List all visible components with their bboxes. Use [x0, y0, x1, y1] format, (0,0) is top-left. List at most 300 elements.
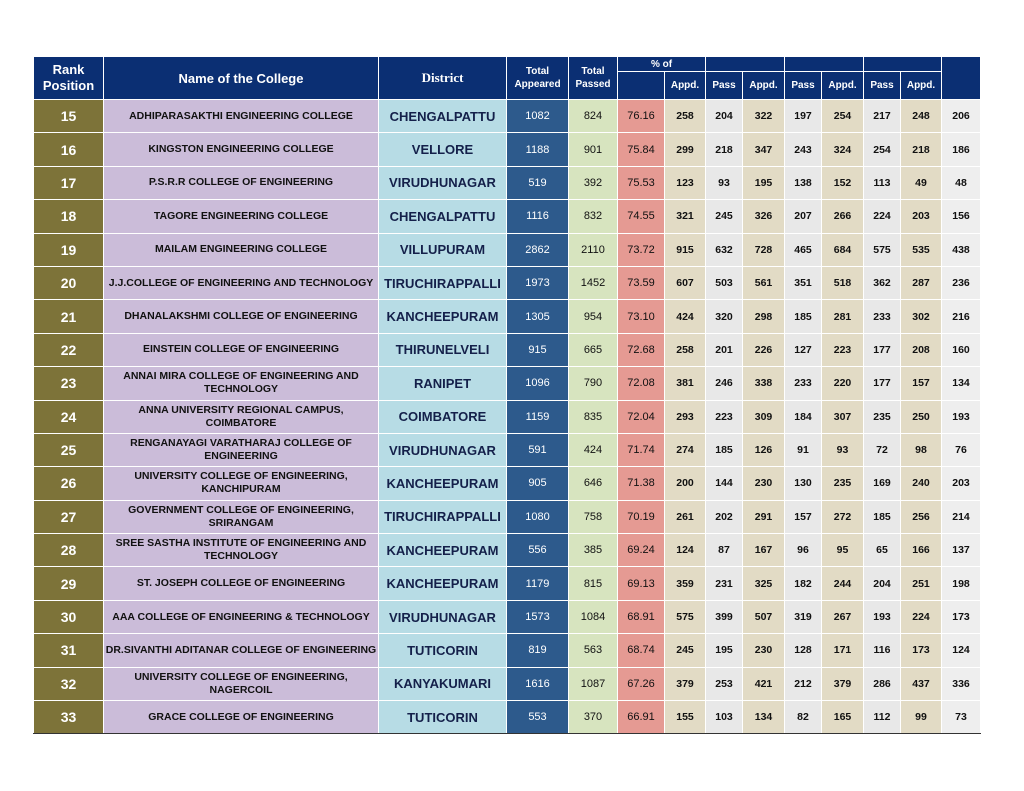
pass-count-cell: 93 — [706, 166, 743, 199]
appd-count-cell: 291 — [743, 500, 785, 533]
district-cell: TIRUCHIRAPPALLI — [379, 266, 507, 299]
pass-header: Pass — [785, 72, 822, 100]
total-passed-cell: 835 — [569, 400, 618, 433]
total-appeared-cell: 1305 — [507, 300, 569, 333]
table-row — [34, 467, 981, 500]
table-row — [34, 400, 981, 433]
appd-count-cell: 134 — [743, 701, 785, 734]
appd-count-cell: 281 — [822, 300, 864, 333]
pass-count-cell: 96 — [785, 534, 822, 567]
pass-count-cell: 362 — [864, 266, 901, 299]
appd-count-cell: 155 — [665, 701, 706, 734]
pass-count-cell: 202 — [706, 500, 743, 533]
last-count-cell: 216 — [942, 300, 981, 333]
appd-count-cell: 287 — [901, 266, 942, 299]
appd-count-cell: 152 — [822, 166, 864, 199]
last-count-cell: 193 — [942, 400, 981, 433]
rank-cell: 19 — [34, 233, 104, 266]
pass-count-cell: 224 — [864, 200, 901, 233]
pass-count-cell: 182 — [785, 567, 822, 600]
pass-count-cell: 144 — [706, 467, 743, 500]
college-name-cell: DHANALAKSHMI COLLEGE OF ENGINEERING — [104, 300, 379, 333]
pass-count-cell: 128 — [785, 634, 822, 667]
college-name-cell: ADHIPARASAKTHI ENGINEERING COLLEGE — [104, 100, 379, 133]
college-name-cell: ST. JOSEPH COLLEGE OF ENGINEERING — [104, 567, 379, 600]
appd-count-cell: 200 — [665, 467, 706, 500]
pass-count-cell: 185 — [706, 433, 743, 466]
appd-header: Appd. — [822, 72, 864, 100]
college-name-cell: AAA COLLEGE OF ENGINEERING & TECHNOLOGY — [104, 600, 379, 633]
appd-count-cell: 424 — [665, 300, 706, 333]
district-cell: VIRUDHUNAGAR — [379, 166, 507, 199]
appd-count-cell: 165 — [822, 701, 864, 734]
appd-count-cell: 258 — [665, 333, 706, 366]
pass-count-cell: 223 — [706, 400, 743, 433]
pass-count-cell: 253 — [706, 667, 743, 700]
college-name-cell: GOVERNMENT COLLEGE OF ENGINEERING, SRIRANGAM — [104, 500, 379, 533]
pass-count-cell: 351 — [785, 266, 822, 299]
rank-cell: 23 — [34, 367, 104, 400]
percent-cell: 72.68 — [618, 333, 665, 366]
appd-count-cell: 98 — [901, 433, 942, 466]
percent-cell: 76.16 — [618, 100, 665, 133]
last-count-cell: 160 — [942, 333, 981, 366]
rank-cell: 22 — [34, 333, 104, 366]
college-name-cell: J.J.COLLEGE OF ENGINEERING AND TECHNOLOGY — [104, 266, 379, 299]
appd-count-cell: 272 — [822, 500, 864, 533]
table-row — [34, 166, 981, 199]
table-row — [34, 200, 981, 233]
appd-count-cell: 235 — [822, 467, 864, 500]
percent-cell: 75.84 — [618, 133, 665, 166]
district-cell: VILLUPURAM — [379, 233, 507, 266]
district-cell: TUTICORIN — [379, 634, 507, 667]
last-column-header — [942, 57, 981, 100]
district-cell: KANYAKUMARI — [379, 667, 507, 700]
appd-count-cell: 124 — [665, 534, 706, 567]
college-name-cell: TAGORE ENGINEERING COLLEGE — [104, 200, 379, 233]
college-name-cell: SREE SASTHA INSTITUTE OF ENGINEERING AND TECHNOLOGY — [104, 534, 379, 567]
appd-count-cell: 684 — [822, 233, 864, 266]
total-passed-cell: 370 — [569, 701, 618, 734]
total-passed-cell: 665 — [569, 333, 618, 366]
appd-count-cell: 561 — [743, 266, 785, 299]
pass-count-cell: 177 — [864, 333, 901, 366]
pass-count-cell: 320 — [706, 300, 743, 333]
appd-count-cell: 299 — [665, 133, 706, 166]
last-count-cell: 214 — [942, 500, 981, 533]
appd-count-cell: 421 — [743, 667, 785, 700]
total-appeared-cell: 1096 — [507, 367, 569, 400]
appd-count-cell: 307 — [822, 400, 864, 433]
appd-count-cell: 575 — [665, 600, 706, 633]
appd-count-cell: 258 — [665, 100, 706, 133]
appd-count-cell: 230 — [743, 634, 785, 667]
district-cell: VIRUDHUNAGAR — [379, 433, 507, 466]
table-row — [34, 701, 981, 734]
appd-count-cell: 322 — [743, 100, 785, 133]
pass-count-cell: 193 — [864, 600, 901, 633]
appd-count-cell: 309 — [743, 400, 785, 433]
percent-cell: 69.24 — [618, 534, 665, 567]
pass-header: Pass — [864, 72, 901, 100]
total-appeared-cell: 915 — [507, 333, 569, 366]
total-appeared-cell: 556 — [507, 534, 569, 567]
pass-count-cell: 185 — [785, 300, 822, 333]
table-row — [34, 500, 981, 533]
college-name-cell: MAILAM ENGINEERING COLLEGE — [104, 233, 379, 266]
pass-count-cell: 195 — [706, 634, 743, 667]
pass-count-cell: 91 — [785, 433, 822, 466]
group-header-blank — [785, 57, 864, 72]
total-passed-cell: 646 — [569, 467, 618, 500]
college-name-cell: KINGSTON ENGINEERING COLLEGE — [104, 133, 379, 166]
appd-count-cell: 381 — [665, 367, 706, 400]
pass-count-cell: 87 — [706, 534, 743, 567]
district-cell: VELLORE — [379, 133, 507, 166]
appd-count-cell: 126 — [743, 433, 785, 466]
total-appeared-cell: 519 — [507, 166, 569, 199]
pass-count-cell: 204 — [864, 567, 901, 600]
pass-count-cell: 218 — [706, 133, 743, 166]
appd-count-cell: 218 — [901, 133, 942, 166]
pass-count-cell: 254 — [864, 133, 901, 166]
appd-count-cell: 607 — [665, 266, 706, 299]
appd-count-cell: 437 — [901, 667, 942, 700]
table-row — [34, 100, 981, 133]
table-row — [34, 233, 981, 266]
pass-count-cell: 233 — [785, 367, 822, 400]
pass-count-cell: 632 — [706, 233, 743, 266]
pass-count-cell: 245 — [706, 200, 743, 233]
pass-count-cell: 72 — [864, 433, 901, 466]
total-passed-cell: 824 — [569, 100, 618, 133]
total-appeared-cell: 819 — [507, 634, 569, 667]
rank-cell: 30 — [34, 600, 104, 633]
percent-cell: 72.08 — [618, 367, 665, 400]
group-header-blank — [864, 57, 942, 72]
appd-count-cell: 256 — [901, 500, 942, 533]
total-passed-cell: 1452 — [569, 266, 618, 299]
percent-cell: 72.04 — [618, 400, 665, 433]
appd-count-cell: 157 — [901, 367, 942, 400]
appd-count-cell: 224 — [901, 600, 942, 633]
last-count-cell: 206 — [942, 100, 981, 133]
table-body — [34, 100, 981, 734]
rank-cell: 24 — [34, 400, 104, 433]
appd-count-cell: 49 — [901, 166, 942, 199]
total-appeared-cell: 2862 — [507, 233, 569, 266]
last-count-cell: 156 — [942, 200, 981, 233]
percent-of-header: % of — [618, 57, 706, 72]
district-header: District — [379, 57, 507, 100]
district-cell: KANCHEEPURAM — [379, 567, 507, 600]
appd-count-cell: 171 — [822, 634, 864, 667]
rank-cell: 16 — [34, 133, 104, 166]
college-name-header: Name of the College — [104, 57, 379, 100]
college-name-cell: ANNA UNIVERSITY REGIONAL CAMPUS, COIMBATORE — [104, 400, 379, 433]
percent-cell: 69.13 — [618, 567, 665, 600]
appd-count-cell: 518 — [822, 266, 864, 299]
percent-cell: 73.59 — [618, 266, 665, 299]
appd-header: Appd. — [665, 72, 706, 100]
last-count-cell: 137 — [942, 534, 981, 567]
last-count-cell: 198 — [942, 567, 981, 600]
total-appeared-cell: 905 — [507, 467, 569, 500]
appd-count-cell: 379 — [665, 667, 706, 700]
table-row — [34, 634, 981, 667]
college-name-cell: P.S.R.R COLLEGE OF ENGINEERING — [104, 166, 379, 199]
rank-cell: 15 — [34, 100, 104, 133]
appd-count-cell: 248 — [901, 100, 942, 133]
last-count-cell: 73 — [942, 701, 981, 734]
appd-count-cell: 123 — [665, 166, 706, 199]
pass-header: Pass — [706, 72, 743, 100]
district-cell: TIRUCHIRAPPALLI — [379, 500, 507, 533]
table-header — [34, 57, 981, 100]
appd-count-cell: 244 — [822, 567, 864, 600]
pass-count-cell: 231 — [706, 567, 743, 600]
appd-count-cell: 261 — [665, 500, 706, 533]
rank-cell: 20 — [34, 266, 104, 299]
appd-count-cell: 293 — [665, 400, 706, 433]
college-name-cell: RENGANAYAGI VARATHARAJ COLLEGE OF ENGINEERING — [104, 433, 379, 466]
appd-count-cell: 347 — [743, 133, 785, 166]
district-cell: RANIPET — [379, 367, 507, 400]
pass-count-cell: 127 — [785, 333, 822, 366]
percent-cell: 73.10 — [618, 300, 665, 333]
college-name-cell: GRACE COLLEGE OF ENGINEERING — [104, 701, 379, 734]
pass-count-cell: 113 — [864, 166, 901, 199]
total-appeared-cell: 1616 — [507, 667, 569, 700]
pass-count-cell: 207 — [785, 200, 822, 233]
percent-cell: 73.72 — [618, 233, 665, 266]
appd-count-cell: 254 — [822, 100, 864, 133]
total-passed-cell: 954 — [569, 300, 618, 333]
last-count-cell: 203 — [942, 467, 981, 500]
appd-count-cell: 915 — [665, 233, 706, 266]
total-appeared-cell: 591 — [507, 433, 569, 466]
pass-count-cell: 399 — [706, 600, 743, 633]
pass-count-cell: 157 — [785, 500, 822, 533]
total-passed-cell: 790 — [569, 367, 618, 400]
total-passed-cell: 1084 — [569, 600, 618, 633]
total-passed-cell: 563 — [569, 634, 618, 667]
rank-cell: 26 — [34, 467, 104, 500]
percent-subheader-blank — [618, 72, 665, 100]
table-row — [34, 133, 981, 166]
college-name-cell: DR.SIVANTHI ADITANAR COLLEGE OF ENGINEERING — [104, 634, 379, 667]
rank-cell: 25 — [34, 433, 104, 466]
pass-count-cell: 212 — [785, 667, 822, 700]
pass-count-cell: 575 — [864, 233, 901, 266]
pass-count-cell: 243 — [785, 133, 822, 166]
rank-cell: 28 — [34, 534, 104, 567]
table-row — [34, 266, 981, 299]
appd-count-cell: 250 — [901, 400, 942, 433]
college-name-cell: EINSTEIN COLLEGE OF ENGINEERING — [104, 333, 379, 366]
appd-count-cell: 507 — [743, 600, 785, 633]
percent-cell: 75.53 — [618, 166, 665, 199]
college-name-cell: UNIVERSITY COLLEGE OF ENGINEERING, KANCHIPURAM — [104, 467, 379, 500]
last-count-cell: 124 — [942, 634, 981, 667]
district-cell: CHENGALPATTU — [379, 200, 507, 233]
pass-count-cell: 82 — [785, 701, 822, 734]
pass-count-cell: 103 — [706, 701, 743, 734]
appd-count-cell: 298 — [743, 300, 785, 333]
appd-count-cell: 203 — [901, 200, 942, 233]
percent-cell: 66.91 — [618, 701, 665, 734]
district-cell: KANCHEEPURAM — [379, 467, 507, 500]
appd-count-cell: 95 — [822, 534, 864, 567]
total-appeared-cell: 1080 — [507, 500, 569, 533]
appd-count-cell: 99 — [901, 701, 942, 734]
appd-count-cell: 245 — [665, 634, 706, 667]
group-header-blank — [706, 57, 785, 72]
rank-cell: 21 — [34, 300, 104, 333]
appd-count-cell: 166 — [901, 534, 942, 567]
appd-count-cell: 195 — [743, 166, 785, 199]
table-row — [34, 567, 981, 600]
district-cell: KANCHEEPURAM — [379, 300, 507, 333]
appd-count-cell: 173 — [901, 634, 942, 667]
district-cell: VIRUDHUNAGAR — [379, 600, 507, 633]
district-cell: TUTICORIN — [379, 701, 507, 734]
pass-count-cell: 185 — [864, 500, 901, 533]
table-row — [34, 300, 981, 333]
pass-count-cell: 130 — [785, 467, 822, 500]
last-count-cell: 48 — [942, 166, 981, 199]
pass-count-cell: 217 — [864, 100, 901, 133]
last-count-cell: 76 — [942, 433, 981, 466]
appd-count-cell: 324 — [822, 133, 864, 166]
pass-count-cell: 319 — [785, 600, 822, 633]
total-appeared-header: Total Appeared — [507, 57, 569, 100]
appd-count-cell: 240 — [901, 467, 942, 500]
pass-count-cell: 138 — [785, 166, 822, 199]
table-row — [34, 667, 981, 700]
rank-cell: 31 — [34, 634, 104, 667]
appd-count-cell: 251 — [901, 567, 942, 600]
total-passed-cell: 758 — [569, 500, 618, 533]
percent-cell: 68.74 — [618, 634, 665, 667]
pass-count-cell: 204 — [706, 100, 743, 133]
pass-count-cell: 286 — [864, 667, 901, 700]
appd-count-cell: 379 — [822, 667, 864, 700]
appd-count-cell: 266 — [822, 200, 864, 233]
appd-count-cell: 359 — [665, 567, 706, 600]
pass-count-cell: 177 — [864, 367, 901, 400]
total-appeared-cell: 1082 — [507, 100, 569, 133]
appd-header: Appd. — [743, 72, 785, 100]
table-row — [34, 600, 981, 633]
total-passed-cell: 901 — [569, 133, 618, 166]
table-row — [34, 333, 981, 366]
pass-count-cell: 465 — [785, 233, 822, 266]
rank-cell: 27 — [34, 500, 104, 533]
appd-count-cell: 274 — [665, 433, 706, 466]
last-count-cell: 186 — [942, 133, 981, 166]
rank-cell: 17 — [34, 166, 104, 199]
rank-cell: 18 — [34, 200, 104, 233]
rank-position-header: Rank Position — [34, 57, 104, 100]
pass-count-cell: 246 — [706, 367, 743, 400]
appd-count-cell: 93 — [822, 433, 864, 466]
table-row — [34, 367, 981, 400]
pass-count-cell: 65 — [864, 534, 901, 567]
appd-count-cell: 325 — [743, 567, 785, 600]
appd-count-cell: 535 — [901, 233, 942, 266]
total-appeared-cell: 1159 — [507, 400, 569, 433]
total-passed-cell: 385 — [569, 534, 618, 567]
total-appeared-cell: 1179 — [507, 567, 569, 600]
district-cell: CHENGALPATTU — [379, 100, 507, 133]
appd-count-cell: 223 — [822, 333, 864, 366]
total-passed-cell: 392 — [569, 166, 618, 199]
appd-header: Appd. — [901, 72, 942, 100]
district-cell: COIMBATORE — [379, 400, 507, 433]
district-cell: KANCHEEPURAM — [379, 534, 507, 567]
percent-cell: 67.26 — [618, 667, 665, 700]
appd-count-cell: 226 — [743, 333, 785, 366]
percent-cell: 71.38 — [618, 467, 665, 500]
rank-cell: 29 — [34, 567, 104, 600]
appd-count-cell: 220 — [822, 367, 864, 400]
last-count-cell: 173 — [942, 600, 981, 633]
percent-cell: 70.19 — [618, 500, 665, 533]
pass-count-cell: 503 — [706, 266, 743, 299]
total-appeared-cell: 1116 — [507, 200, 569, 233]
last-count-cell: 236 — [942, 266, 981, 299]
appd-count-cell: 302 — [901, 300, 942, 333]
percent-cell: 74.55 — [618, 200, 665, 233]
total-passed-cell: 1087 — [569, 667, 618, 700]
total-passed-cell: 424 — [569, 433, 618, 466]
pass-count-cell: 112 — [864, 701, 901, 734]
pass-count-cell: 116 — [864, 634, 901, 667]
pass-count-cell: 197 — [785, 100, 822, 133]
rank-cell: 32 — [34, 667, 104, 700]
table-row — [34, 534, 981, 567]
total-passed-cell: 815 — [569, 567, 618, 600]
rank-cell: 33 — [34, 701, 104, 734]
total-appeared-cell: 1973 — [507, 266, 569, 299]
college-name-cell: ANNAI MIRA COLLEGE OF ENGINEERING AND TECHNOLOGY — [104, 367, 379, 400]
appd-count-cell: 338 — [743, 367, 785, 400]
pass-count-cell: 184 — [785, 400, 822, 433]
last-count-cell: 438 — [942, 233, 981, 266]
total-appeared-cell: 1573 — [507, 600, 569, 633]
appd-count-cell: 267 — [822, 600, 864, 633]
district-cell: THIRUNELVELI — [379, 333, 507, 366]
pass-count-cell: 169 — [864, 467, 901, 500]
last-count-cell: 134 — [942, 367, 981, 400]
appd-count-cell: 167 — [743, 534, 785, 567]
college-ranking-table — [33, 56, 981, 734]
appd-count-cell: 321 — [665, 200, 706, 233]
percent-cell: 71.74 — [618, 433, 665, 466]
last-count-cell: 336 — [942, 667, 981, 700]
table-row — [34, 433, 981, 466]
college-name-cell: UNIVERSITY COLLEGE OF ENGINEERING, NAGERCOIL — [104, 667, 379, 700]
percent-cell: 68.91 — [618, 600, 665, 633]
appd-count-cell: 208 — [901, 333, 942, 366]
total-passed-cell: 2110 — [569, 233, 618, 266]
total-passed-header: Total Passed — [569, 57, 618, 100]
total-appeared-cell: 1188 — [507, 133, 569, 166]
pass-count-cell: 201 — [706, 333, 743, 366]
appd-count-cell: 230 — [743, 467, 785, 500]
